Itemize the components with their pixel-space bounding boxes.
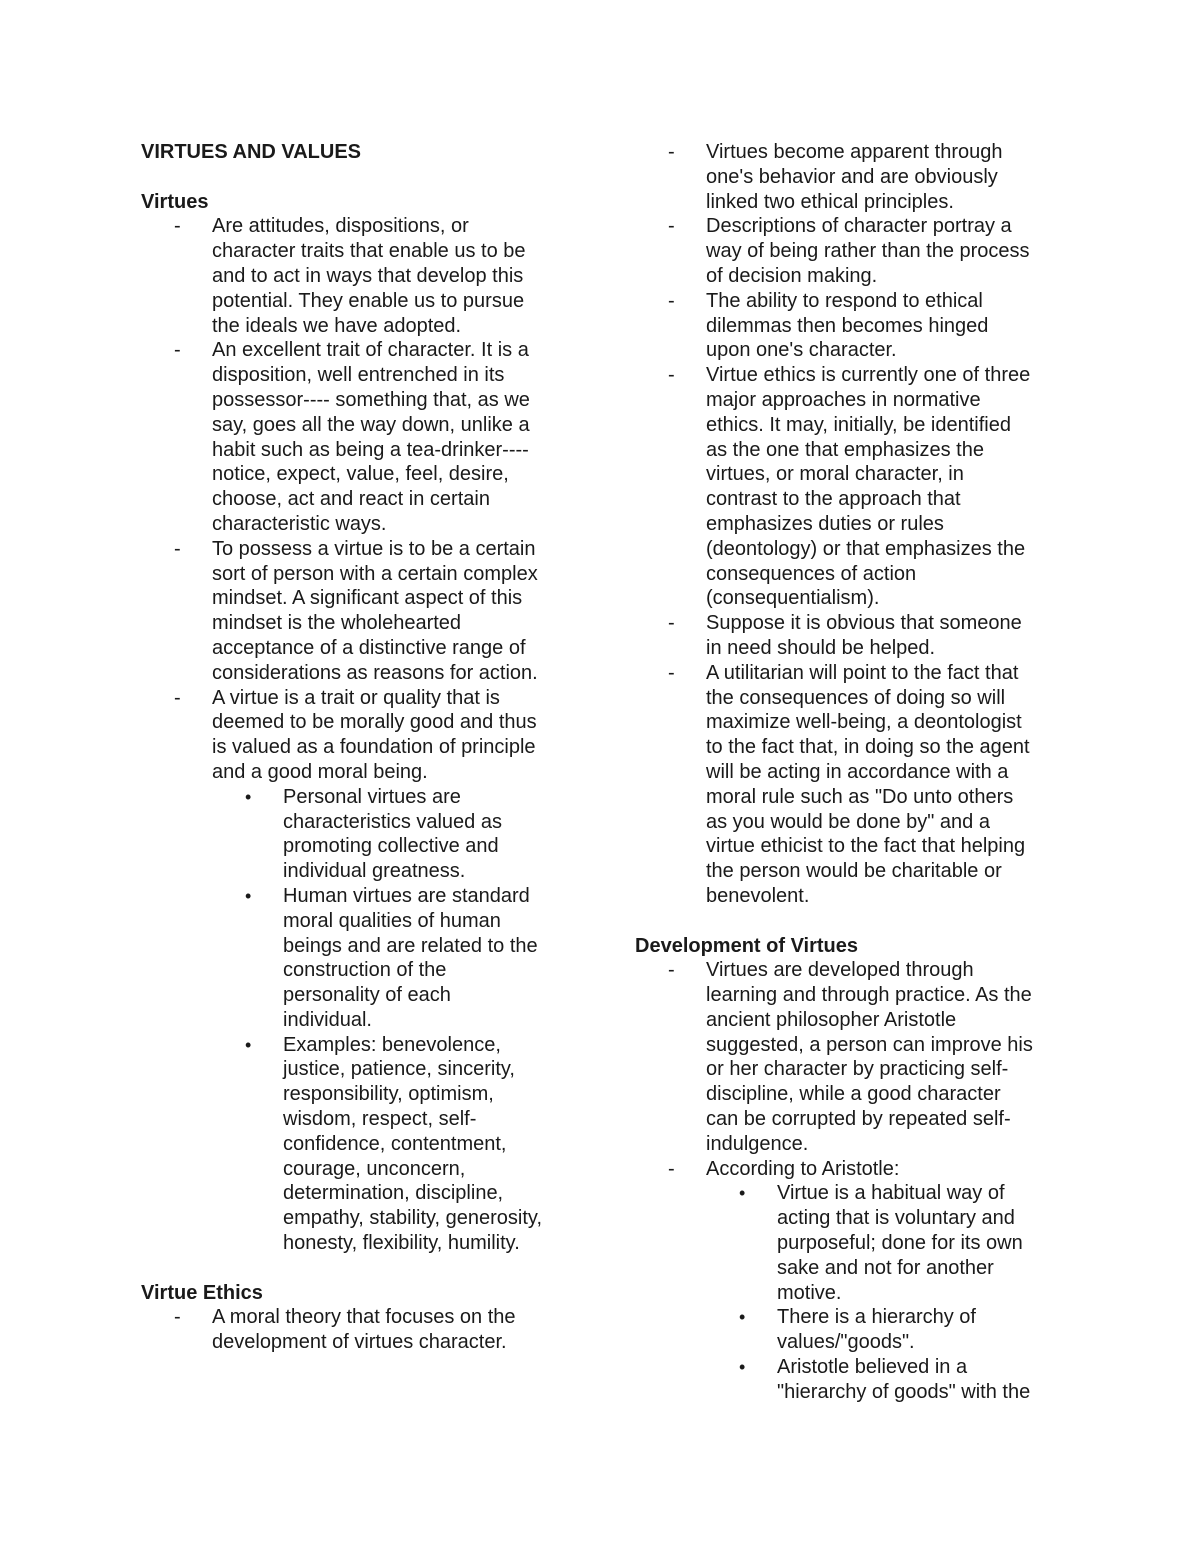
text-line: Virtues become apparent through bbox=[706, 141, 1003, 163]
text-line: moral qualities of human bbox=[283, 909, 501, 932]
text-line: acceptance of a distinctive range of bbox=[212, 636, 526, 659]
dash-marker: - bbox=[668, 364, 675, 387]
text-line: will be acting in accordance with a bbox=[706, 760, 1009, 783]
dash-marker: - bbox=[174, 1306, 181, 1329]
document-title: VIRTUES AND VALUES bbox=[141, 141, 362, 163]
dash-marker: - bbox=[174, 686, 181, 709]
dash-list-item bbox=[635, 1157, 1075, 1182]
dash-list-item bbox=[141, 686, 581, 785]
text-line: the consequences of doing so will bbox=[706, 686, 1006, 709]
text-line: character traits that enable us to be bbox=[212, 240, 526, 263]
bullet-list-item bbox=[141, 785, 581, 884]
text-line: empathy, stability, generosity, bbox=[283, 1207, 543, 1230]
text-line: potential. They enable us to pursue bbox=[212, 289, 525, 312]
text-line: upon one's character. bbox=[706, 339, 897, 362]
dash-list-item bbox=[141, 338, 581, 536]
text-line: Descriptions of character portray a bbox=[706, 215, 1012, 238]
dash-list-item bbox=[635, 958, 1075, 1156]
text-line: A utilitarian will point to the fact that bbox=[706, 661, 1019, 684]
text-line: confidence, contentment, bbox=[283, 1132, 507, 1155]
bullet-marker: • bbox=[245, 786, 252, 807]
text-line: promoting collective and bbox=[283, 835, 499, 858]
text-line: To possess a virtue is to be a certain bbox=[212, 537, 536, 560]
text-line: disposition, well entrenched in its bbox=[212, 364, 505, 387]
dash-list-item bbox=[635, 611, 1075, 661]
text-line: linked two ethical principles. bbox=[706, 190, 954, 213]
text-line: and to act in ways that develop this bbox=[212, 264, 524, 287]
text-line: dilemmas then becomes hinged bbox=[706, 314, 989, 337]
dash-marker: - bbox=[668, 215, 675, 238]
text-line: and a good moral being. bbox=[212, 760, 428, 783]
text-line: "hierarchy of goods" with the bbox=[777, 1380, 1031, 1403]
text-line: notice, expect, value, feel, desire, bbox=[212, 463, 509, 486]
dash-list-item bbox=[141, 214, 581, 338]
text-line: suggested, a person can improve his bbox=[706, 1033, 1033, 1056]
text-line: the person would be charitable or bbox=[706, 860, 1002, 883]
text-line: Human virtues are standard bbox=[283, 884, 530, 907]
text-line: honesty, flexibility, humility. bbox=[283, 1232, 520, 1255]
dash-marker: - bbox=[174, 537, 181, 560]
dash-marker: - bbox=[174, 339, 181, 362]
text-line: ethics. It may, initially, be identified bbox=[706, 413, 1011, 436]
section-heading-virtue-ethics: Virtue Ethics bbox=[141, 1281, 263, 1304]
text-line: the ideals we have adopted. bbox=[212, 314, 462, 337]
text-line: or her character by practicing self- bbox=[706, 1058, 1009, 1081]
text-line: An excellent trait of character. It is a bbox=[212, 339, 529, 362]
bullet-list-item bbox=[141, 884, 581, 1033]
text-line: Virtue is a habitual way of bbox=[777, 1182, 1005, 1205]
text-line: Virtue ethics is currently one of three bbox=[706, 364, 1031, 387]
text-line: The ability to respond to ethical bbox=[706, 289, 983, 312]
text-line: There is a hierarchy of bbox=[777, 1306, 976, 1329]
dash-marker: - bbox=[668, 1157, 675, 1180]
virtue-ethics-continued-list bbox=[635, 140, 1075, 909]
text-line: Personal virtues are bbox=[283, 785, 461, 808]
dash-marker: - bbox=[668, 612, 675, 635]
dash-marker: - bbox=[668, 289, 675, 312]
text-line: sake and not for another bbox=[777, 1256, 994, 1279]
text-line: say, goes all the way down, unlike a bbox=[212, 413, 530, 436]
text-line: characteristics valued as bbox=[283, 810, 502, 833]
text-line: as you would be done by" and a bbox=[706, 810, 990, 833]
bullet-marker: • bbox=[739, 1183, 746, 1204]
text-line: way of being rather than the process bbox=[706, 240, 1030, 263]
text-line: one's behavior and are obviously bbox=[706, 165, 998, 188]
dash-marker: - bbox=[174, 215, 181, 238]
right-column bbox=[635, 140, 1075, 1405]
dash-list-item bbox=[141, 537, 581, 686]
text-line: mindset is the wholehearted bbox=[212, 612, 462, 635]
text-line: characteristic ways. bbox=[212, 512, 387, 535]
text-line: (consequentialism). bbox=[706, 587, 880, 610]
text-line: determination, discipline, bbox=[283, 1182, 504, 1205]
text-line: development of virtues character. bbox=[212, 1331, 507, 1354]
text-line: major approaches in normative bbox=[706, 388, 981, 411]
text-line: maximize well-being, a deontologist bbox=[706, 711, 1022, 734]
dash-marker: - bbox=[668, 959, 675, 982]
text-line: indulgence. bbox=[706, 1132, 809, 1155]
text-line: considerations as reasons for action. bbox=[212, 661, 538, 684]
bullet-marker: • bbox=[739, 1307, 746, 1328]
text-line: personality of each bbox=[283, 984, 451, 1007]
text-line: Suppose it is obvious that someone bbox=[706, 612, 1022, 635]
text-line: ancient philosopher Aristotle bbox=[706, 1008, 957, 1031]
virtues-list bbox=[141, 214, 581, 1255]
text-line: courage, unconcern, bbox=[283, 1157, 466, 1180]
virtue-ethics-list bbox=[141, 1305, 581, 1355]
text-line: A moral theory that focuses on the bbox=[212, 1306, 516, 1329]
text-line: can be corrupted by repeated self- bbox=[706, 1108, 1011, 1131]
bullet-list-item bbox=[635, 1305, 1075, 1355]
text-line: contrast to the approach that bbox=[706, 488, 961, 511]
text-line: values/"goods". bbox=[777, 1331, 915, 1354]
text-line: A virtue is a trait or quality that is bbox=[212, 686, 500, 709]
text-line: According to Aristotle: bbox=[706, 1157, 900, 1180]
text-line: motive. bbox=[777, 1281, 842, 1304]
text-line: in need should be helped. bbox=[706, 636, 936, 659]
bullet-marker: • bbox=[245, 1034, 252, 1055]
text-line: mindset. A significant aspect of this bbox=[212, 587, 523, 610]
text-line: of decision making. bbox=[706, 264, 878, 287]
text-line: moral rule such as "Do unto others bbox=[706, 785, 1014, 808]
text-line: responsibility, optimism, bbox=[283, 1083, 494, 1106]
text-line: consequences of action bbox=[706, 562, 917, 585]
text-line: acting that is voluntary and bbox=[777, 1207, 1015, 1230]
section-heading-virtues: Virtues bbox=[141, 190, 209, 213]
dash-list-item bbox=[635, 289, 1075, 363]
section-heading-development-of-virtues: Development of Virtues bbox=[635, 934, 859, 957]
text-line: Virtues are developed through bbox=[706, 959, 974, 982]
text-line: habit such as being a tea-drinker---- bbox=[212, 438, 529, 461]
text-line: emphasizes duties or rules bbox=[706, 512, 944, 535]
text-line: possessor---- something that, as we bbox=[212, 388, 530, 411]
text-line: choose, act and react in certain bbox=[212, 488, 490, 511]
text-line: justice, patience, sincerity, bbox=[283, 1058, 515, 1081]
development-list bbox=[635, 958, 1075, 1404]
text-line: as the one that emphasizes the bbox=[706, 438, 984, 461]
text-line: virtues, or moral character, in bbox=[706, 463, 964, 486]
dash-list-item bbox=[635, 363, 1075, 611]
dash-list-item bbox=[635, 661, 1075, 909]
text-line: deemed to be morally good and thus bbox=[212, 711, 537, 734]
dash-list-item bbox=[635, 140, 1075, 214]
text-line: construction of the bbox=[283, 959, 447, 982]
text-line: benevolent. bbox=[706, 884, 810, 907]
dash-list-item bbox=[635, 214, 1075, 288]
bullet-marker: • bbox=[739, 1357, 746, 1378]
dash-marker: - bbox=[668, 141, 675, 163]
text-line: individual greatness. bbox=[283, 860, 466, 883]
text-line: Aristotle believed in a bbox=[777, 1356, 968, 1379]
bullet-list-item bbox=[635, 1181, 1075, 1305]
text-line: learning and through practice. As the bbox=[706, 984, 1032, 1007]
dash-list-item bbox=[141, 1305, 581, 1355]
text-line: Are attitudes, dispositions, or bbox=[212, 215, 469, 238]
text-line: virtue ethicist to the fact that helping bbox=[706, 835, 1026, 858]
text-line: purposeful; done for its own bbox=[777, 1232, 1023, 1255]
left-column bbox=[141, 140, 581, 1355]
text-line: beings and are related to the bbox=[283, 934, 538, 957]
bullet-marker: • bbox=[245, 885, 252, 906]
dash-marker: - bbox=[668, 661, 675, 684]
text-line: is valued as a foundation of principle bbox=[212, 736, 536, 759]
text-line: to the fact that, in doing so the agent bbox=[706, 736, 1030, 759]
text-line: individual. bbox=[283, 1008, 372, 1031]
text-line: Examples: benevolence, bbox=[283, 1033, 501, 1056]
bullet-list-item bbox=[635, 1355, 1075, 1405]
text-line: sort of person with a certain complex bbox=[212, 562, 538, 585]
bullet-list-item bbox=[141, 1033, 581, 1256]
text-line: wisdom, respect, self- bbox=[283, 1108, 477, 1131]
text-line: (deontology) or that emphasizes the bbox=[706, 537, 1026, 560]
text-line: discipline, while a good character bbox=[706, 1083, 1001, 1106]
